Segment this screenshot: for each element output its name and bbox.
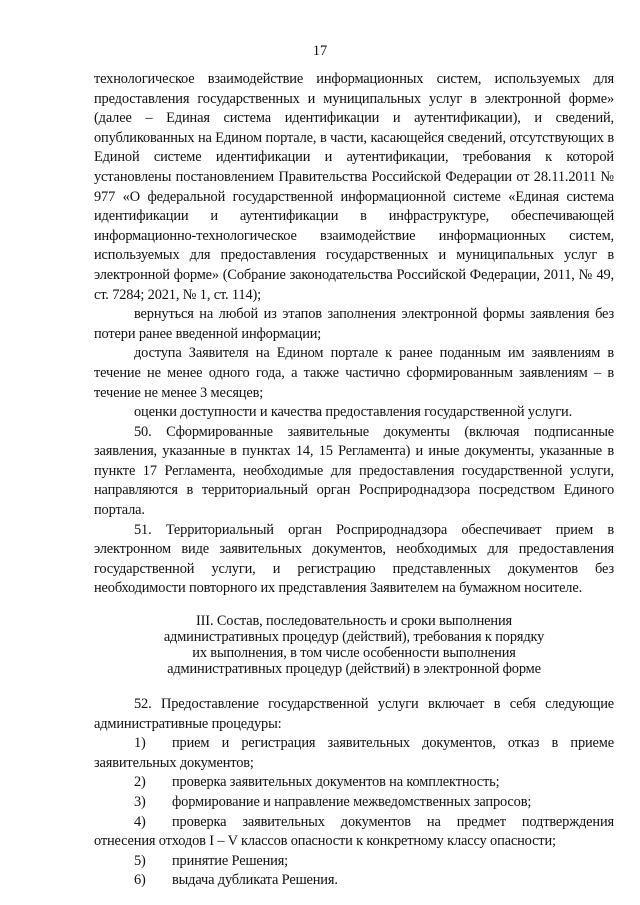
procedure-item [94, 813, 614, 852]
paragraph-continuation: технологическое взаимодействие информационных систем, используемых для предоставления государственных и муниципальных услуг в электронной форме» (далее – Единая система идентификации и аутентификации), и сведений, опубликованных на Едином портале, в части, касающейся сведений, отсутствующих в Единой системе идентификации и аутентификации, требования к которой установлены постановлением Правительства Российской Федерации от 28.11.2011 № 977 «О федеральной государственной информационной системе «Единая система идентификации и аутентификации в инфраструктуре, обеспечивающей информационно-технологическое взаимодействие информационных систем, используемых для предоставления государственных и муниципальных услуг в электронной форме» (Собрание законодательства Российской Федерации, 2011, № 49, ст. 7284; 2021, № 1, ст. 114); [94, 71, 614, 303]
procedure-text: выдача дубликата Решения. [172, 872, 338, 889]
paragraph-return-to-stage: вернуться на любой из этапов заполнения электронной формы заявления без потери ранее введенной информации; [94, 306, 614, 342]
section-heading-line: административных процедур (действий) в электронной форме [167, 661, 541, 678]
procedure-number: 5) [134, 852, 146, 869]
page-number: 17 [312, 43, 328, 59]
procedure-item [94, 734, 614, 773]
document-body [94, 70, 614, 891]
procedure-item [94, 793, 614, 813]
paragraph-51: 51. Территориальный орган Росприроднадзора обеспечивает прием в электронном виде заявительных документов, необходимых для предоставления государственной услуги, и регистрацию представленных документов без необходимости повторного их представления Заявителем на бумажном носителе. [94, 521, 614, 597]
section-heading [94, 613, 614, 677]
paragraph-quality-assessment: оценки доступности и качества предоставления государственной услуги. [134, 404, 573, 421]
section-heading-line: их выполнения, в том числе особенности выполнения [192, 645, 516, 662]
paragraph-50: 50. Сформированные заявительные документы (включая подписанные заявления, указанные в пунктах 14, 15 Регламента) и иные документы, указанные в пункте 17 Регламента, необходимые для предоставления государственной услуги, направляются в территориальный орган Росприроднадзора посредством Единого портала. [94, 423, 614, 519]
procedure-item [94, 852, 614, 872]
procedure-number: 6) [134, 872, 146, 889]
procedure-number: 3) [134, 794, 146, 810]
section-heading-line: III. Состав, последовательность и сроки выполнения [196, 613, 512, 630]
procedure-number: 1) [134, 735, 146, 752]
procedure-number: 4) [134, 813, 146, 830]
procedure-text: принятие Решения; [172, 852, 289, 869]
procedure-text: прием и регистрация заявительных документов, отказ в приеме заявительных документов; [94, 735, 614, 771]
procedure-item [94, 871, 614, 891]
procedure-text: проверка заявительных документов на предмет подтверждения отнесения отходов I – V классов опасности к конкретному классу опасности; [94, 813, 614, 850]
paragraph-52: 52. Предоставление государственной услуги включает в себя следующие административные процедуры: [94, 696, 614, 732]
section-heading-line: административных процедур (действий), требования к порядку [163, 629, 545, 646]
procedure-text: формирование и направление межведомственных запросов; [172, 794, 532, 810]
procedure-item [94, 773, 614, 793]
paragraph-applicant-access: доступа Заявителя на Едином портале к ранее поданным им заявлениям в течение не менее одного года, а также частично сформированным заявлениям – в течение не менее 3 месяцев; [94, 345, 614, 401]
procedure-text: проверка заявительных документов на комплектность; [172, 774, 500, 791]
procedure-number: 2) [134, 774, 146, 791]
